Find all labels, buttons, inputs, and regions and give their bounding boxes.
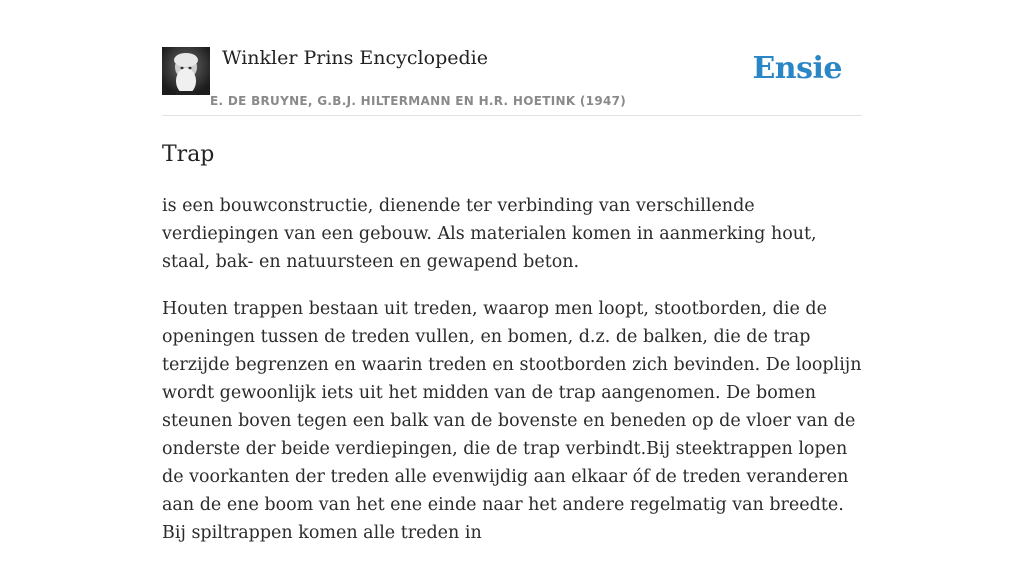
entry-paragraph: Houten trappen bestaan uit treden, waarop men loopt, stootborden, die de openingen tussen de treden vullen, en bomen, d.z. de balken, die de trap terzijde begrenzen en waarin treden en stootborden zich bevinden. De looplijn wordt gewoonlijk iets uit het midden van de trap aangenomen. De bomen steunen boven tegen een balk van de bovenste en beneden op de vloer van de onderste der beide verdiepingen, die de trap verbindt.Bij steektrappen lopen de voorkanten der treden alle evenwijdig aan elkaar óf de treden veranderen aan de ene boom van het ene einde naar het andere regelmatig van breedte. Bij spiltrappen komen alle treden in	[162, 299, 862, 543]
entry-body	[162, 192, 862, 566]
book-title[interactable]: Winkler Prins Encyclopedie	[222, 47, 488, 69]
book-authors: E. DE BRUYNE, G.B.J. HILTERMANN EN H.R. HOETINK (1947)	[210, 94, 627, 108]
header	[162, 0, 862, 116]
entry-paragraph: is een bouwconstructie, dienende ter verbinding van verschillende verdiepingen van een gebouw. Als materialen komen in aanmerking hout, staal, bak- en natuursteen en gewapend beton.	[162, 196, 817, 272]
entry-title: Trap	[162, 142, 215, 167]
author-portrait-icon[interactable]	[162, 47, 210, 95]
content-container	[162, 0, 862, 543]
ensie-logo[interactable]: Ensie	[752, 51, 842, 86]
